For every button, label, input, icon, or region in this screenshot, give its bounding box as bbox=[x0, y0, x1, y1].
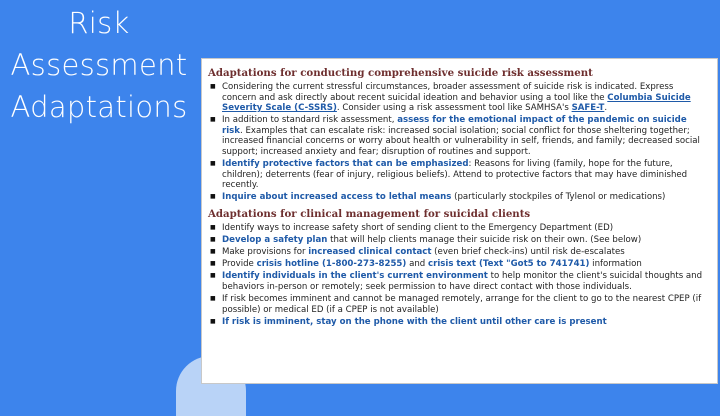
list-item bbox=[208, 247, 707, 258]
item-emphasis: If risk is imminent, stay on the phone with the client until other care is present bbox=[222, 316, 607, 327]
item-text: Make provisions for bbox=[222, 247, 309, 258]
item-link[interactable]: SAFE-T bbox=[571, 103, 605, 114]
list-item bbox=[208, 115, 707, 157]
item-text: : Reasons for living (family, hope for the future, children); deterrents (fear of injury, religious beliefs). Attend to protective factors that may have diminished recently. bbox=[222, 159, 688, 191]
list-item bbox=[208, 235, 707, 246]
document-image bbox=[201, 58, 718, 384]
list-item bbox=[208, 259, 707, 270]
item-text: . bbox=[604, 103, 608, 114]
list-item bbox=[208, 317, 707, 328]
list-item bbox=[208, 159, 707, 191]
item-text: If risk becomes imminent and cannot be managed remotely, arrange for the client to go to the nearest CPEP (if possible) or medical ED (if a CPEP is not available) bbox=[222, 294, 702, 315]
list-item bbox=[208, 223, 707, 234]
item-emphasis: assess for the emotional impact of the pandemic on suicide risk bbox=[222, 115, 687, 136]
item-emphasis: crisis hotline (1-800-273-8255) bbox=[256, 259, 407, 270]
item-link[interactable]: Columbia Suicide Severity Scale (C-SSRS) bbox=[222, 92, 691, 114]
item-text: . Examples that can escalate risk: increased social isolation; social conflict for those sheltering together; increased financial concerns or worry about health or vulnerability in self, friends, and family; decreased social support; increased anxiety and fear; disruption of routines and support. bbox=[222, 125, 700, 158]
management-list bbox=[208, 223, 707, 327]
item-text: to help monitor the client's suicidal thoughts and behaviors in-person or remotely; seek permission to have direct contact with those individuals. bbox=[222, 271, 703, 292]
item-text: Provide bbox=[222, 259, 257, 270]
section-heading-assessment: Adaptations for conducting comprehensive suicide risk assessment bbox=[208, 67, 593, 79]
item-emphasis: Identify protective factors that can be emphasized bbox=[222, 159, 469, 170]
item-text: (particularly stockpiles of Tylenol or medications) bbox=[451, 192, 666, 203]
item-text: that will help clients manage their suicide risk on their own. (See below) bbox=[327, 235, 642, 246]
list-item bbox=[208, 294, 707, 315]
item-emphasis: Inquire about increased access to lethal means bbox=[222, 192, 452, 203]
item-emphasis: crisis text (Text "Got5 to 741741) bbox=[427, 259, 590, 270]
item-emphasis: increased clinical contact bbox=[308, 247, 432, 258]
list-item bbox=[208, 82, 707, 114]
item-emphasis: Identify individuals in the client's current environment bbox=[222, 271, 488, 282]
item-text: . Consider using a risk assessment tool like SAMHSA's bbox=[336, 103, 572, 114]
item-text: Considering the current stressful circumstances, broader assessment of suicide risk is indicated. Express concern and ask directly about recent suicidal ideation and behavior using a tool like the bbox=[222, 82, 674, 103]
assessment-list bbox=[208, 82, 707, 203]
item-emphasis: Develop a safety plan bbox=[222, 235, 328, 246]
item-text: In addition to standard risk assessment, bbox=[222, 115, 398, 126]
section-heading-management: Adaptations for clinical management for suicidal clients bbox=[208, 208, 531, 221]
item-text: and bbox=[406, 259, 428, 270]
item-text: information bbox=[589, 259, 642, 270]
list-item bbox=[208, 271, 707, 292]
item-text: Identify ways to increase safety short of sending client to the Emergency Department (ED) bbox=[222, 223, 614, 234]
list-item bbox=[208, 192, 707, 203]
item-text: (even brief check-ins) until risk de-escalates bbox=[431, 247, 625, 258]
slide-title: Risk Assessment Adaptations bbox=[10, 6, 188, 124]
